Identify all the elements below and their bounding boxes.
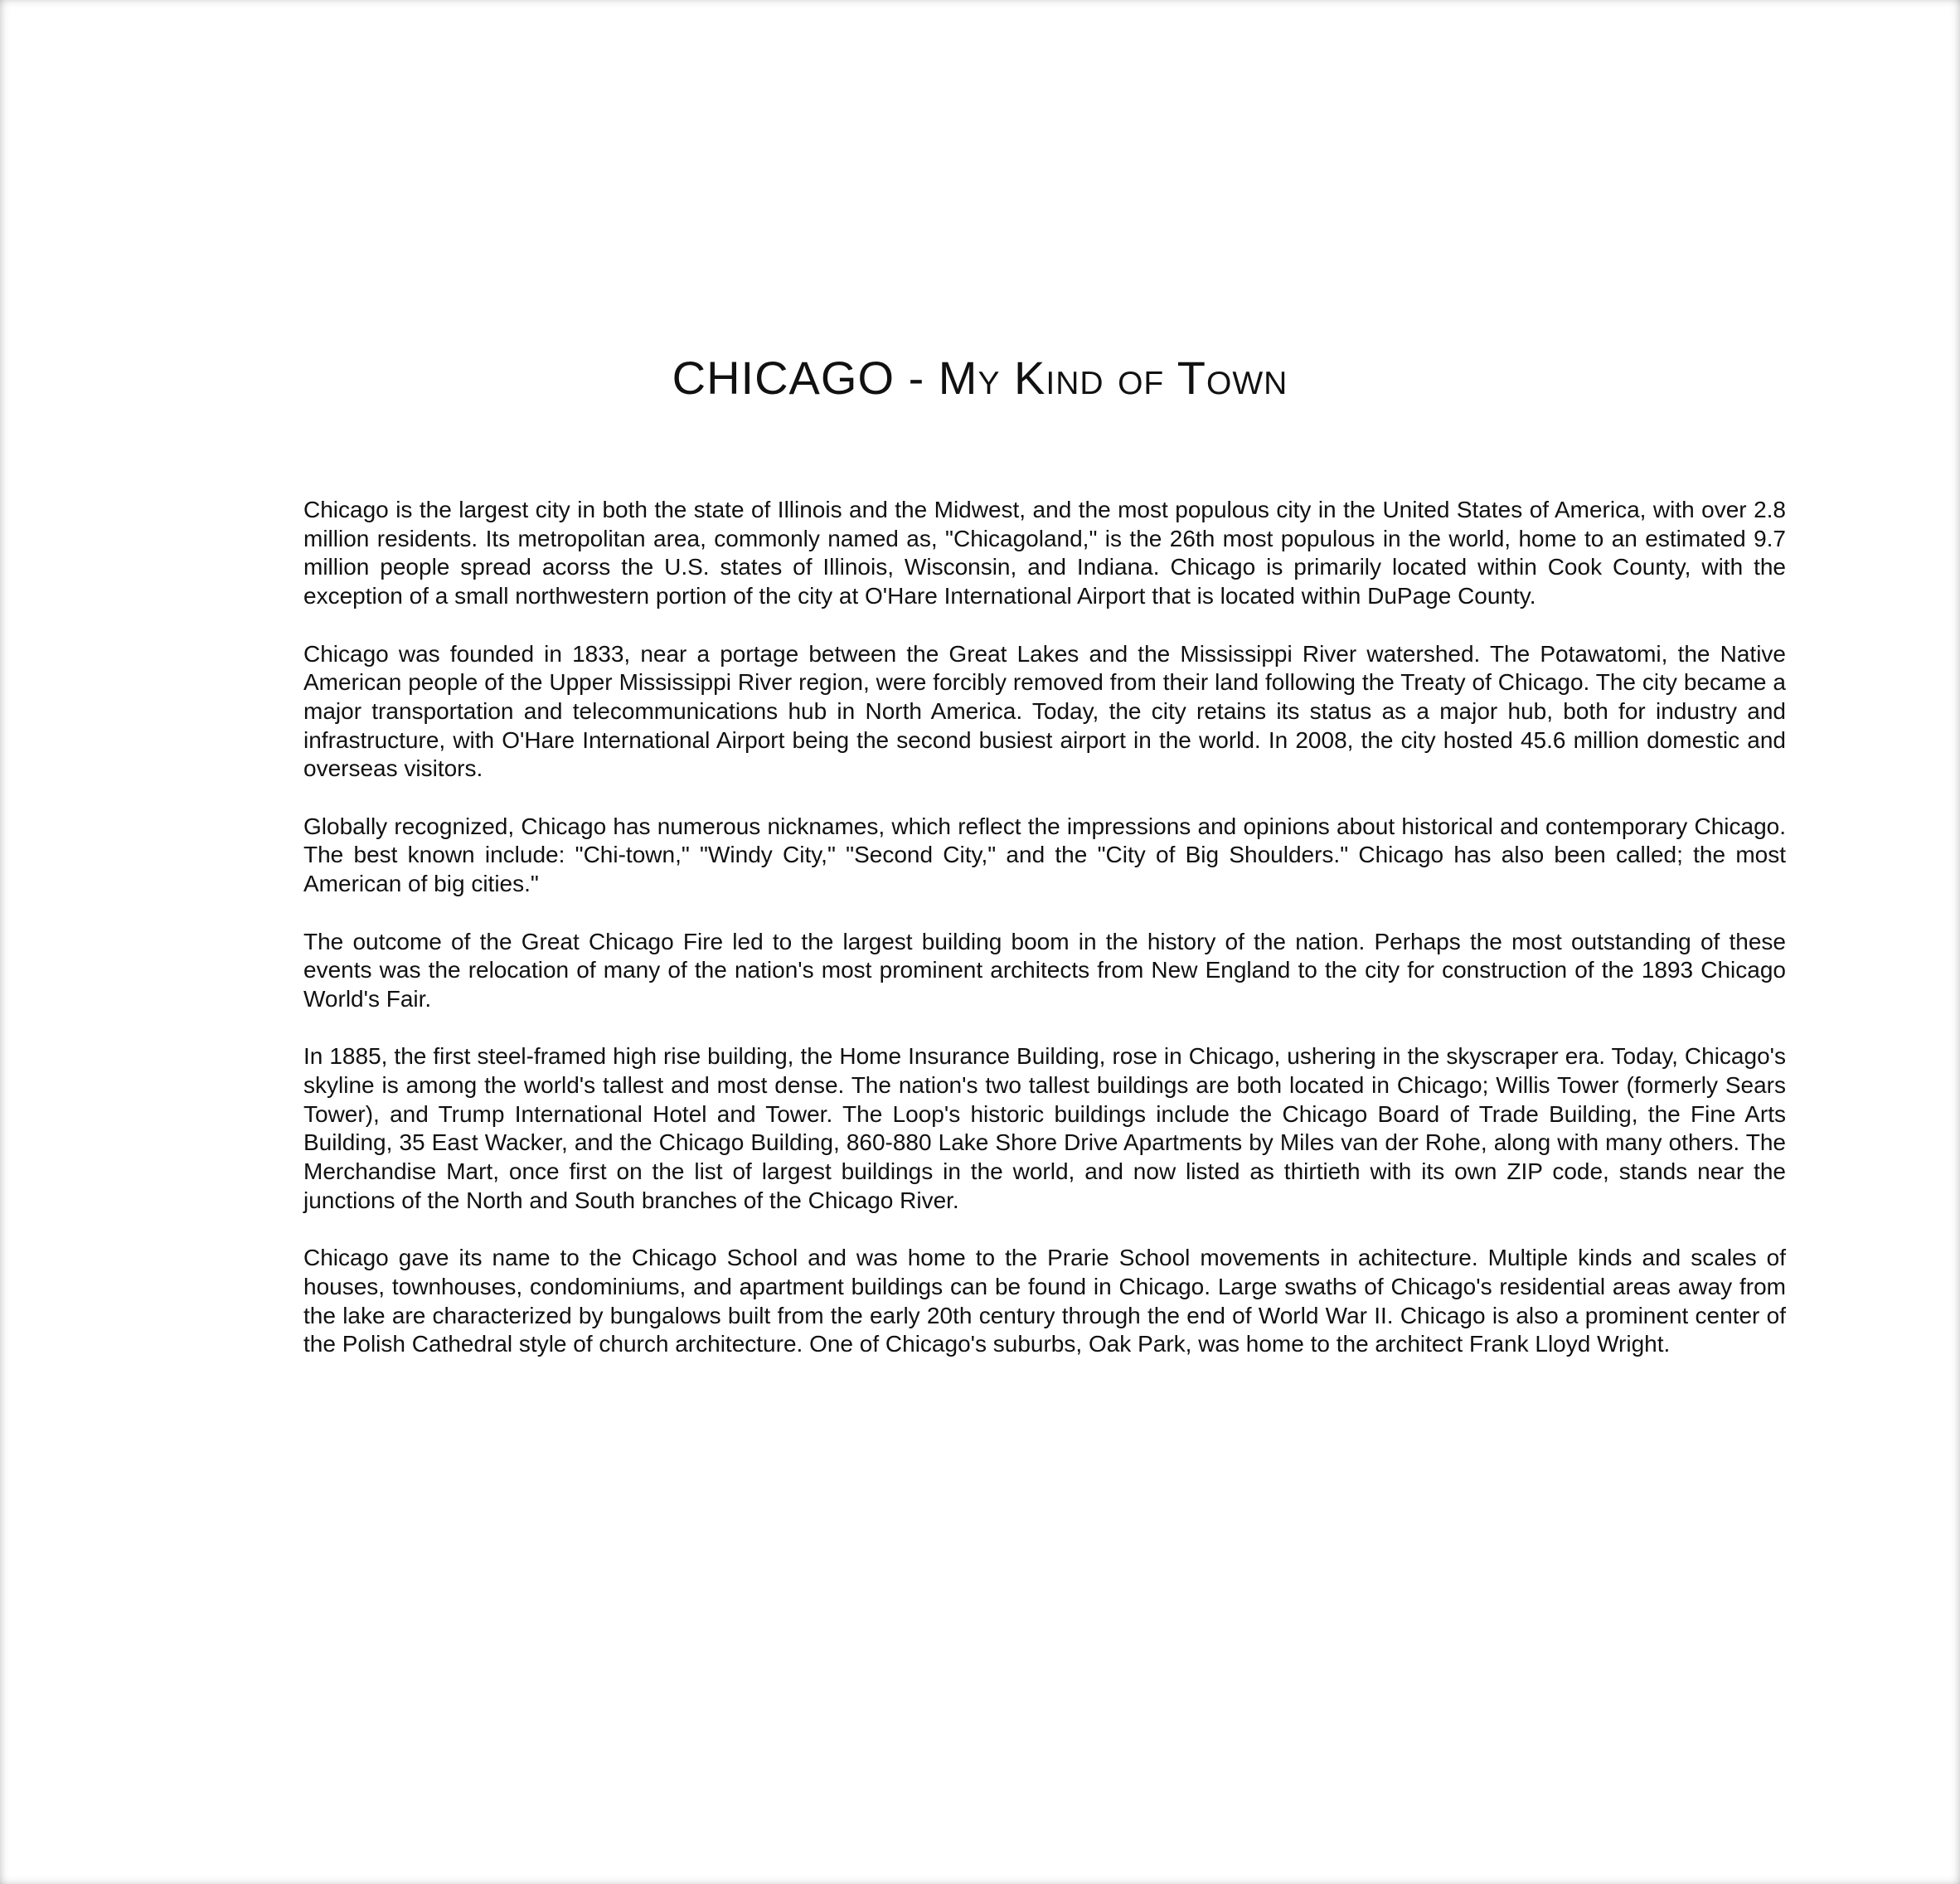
paragraph-1: Chicago is the largest city in both the state of Illinois and the Midwest, and the most populous city in the United States of America, with over 2.8 million residents. Its metropolitan area, commonly named as, "Chicagoland," is the 26th most populous in the world, home to an estimated 9.7 million people spread acorss the U.S. states of Illinois, Wisconsin, and Indiana. Chicago is primarily located within Cook County, with the exception of a small northwestern portion of the city at O'Hare International Airport that is located within DuPage County.	[303, 497, 1786, 609]
paragraph-5: In 1885, the first steel-framed high rise building, the Home Insurance Building, rose in Chicago, ushering in the skyscraper era. Today, Chicago's skyline is among the world's tallest and most dense. The nation's two tallest buildings are both located in Chicago; Willis Tower (formerly Sears Tower), and Trump International Hotel and Tower. The Loop's historic buildings include the Chicago Board of Trade Building, the Fine Arts Building, 35 East Wacker, and the Chicago Building, 860-880 Lake Shore Drive Apartments by Miles van der Rohe, along with many others. The Merchandise Mart, once first on the list of largest buildings in the world, and now listed as thirtieth with its own ZIP code, stands near the junctions of the North and South branches of the Chicago River.	[303, 1043, 1786, 1213]
paragraph-2: Chicago was founded in 1833, near a portage between the Great Lakes and the Mississippi River watershed. The Potawatomi, the Native American people of the Upper Mississippi River region, were forcibly removed from their land following the Treaty of Chicago. The city became a major transportation and telecommunications hub in North America. Today, the city retains its status as a major hub, both for industry and infrastructure, with O'Hare International Airport being the second busiest airport in the world. In 2008, the city hosted 45.6 million domestic and overseas visitors.	[303, 640, 1786, 782]
paragraph-3: Globally recognized, Chicago has numerous nicknames, which reflect the impressions and opinions about historical and contemporary Chicago. The best known include: "Chi-town," "Windy City," "Second City," and the "City of Big Shoulders." Chicago has also been called; the most American of big cities."	[303, 813, 1786, 897]
paragraph-6: Chicago gave its name to the Chicago School and was home to the Prarie School movements in achitecture. Multiple kinds and scales of houses, townhouses, condominiums, and apartment buildings can be found in Chicago. Large swaths of Chicago's residential areas away from the lake are characterized by bungalows built from the early 20th century through the end of World War II. Chicago is also a prominent center of the Polish Cathedral style of church architecture. One of Chicago's suburbs, Oak Park, was home to the architect Frank Lloyd Wright.	[303, 1245, 1786, 1357]
paragraph-4: The outcome of the Great Chicago Fire led to the largest building boom in the history of the nation. Perhaps the most outstanding of these events was the relocation of many of the nation's most prominent architects from New England to the city for construction of the 1893 Chicago World's Fair.	[303, 928, 1786, 1012]
page-title: CHICAGO - My Kind of Town	[672, 352, 1288, 404]
document-body	[303, 496, 1786, 1388]
